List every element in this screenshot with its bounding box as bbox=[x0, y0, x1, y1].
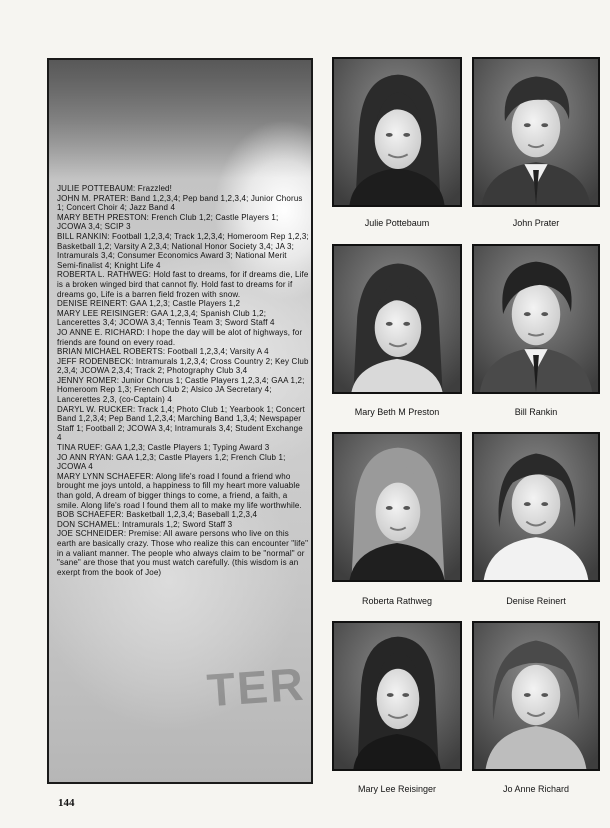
activity-entry: MARY BETH PRESTON: French Club 1,2; Castle Players 1; JCOWA 3,4; SCIP 3 bbox=[57, 212, 279, 232]
activity-entry: JOE SCHNEIDER: Premise: All aware persons who live on this earth are basically crazy. Those who realize this can encounter "life" in a valiant manner. The people who always claim to be "normal" or "sane" are those that you must watch carefully. (this wisdom is an exerpt from the book of Joe) bbox=[57, 529, 309, 577]
portrait-caption: Jo Anne Richard bbox=[502, 784, 570, 794]
portrait-photo bbox=[332, 244, 462, 394]
activity-entry: JOHN M. PRATER: Band 1,2,3,4; Pep band 1,2,3,4; Junior Chorus 1; Concert Choir 4; Jazz Band 4 bbox=[57, 193, 303, 213]
portrait-photo bbox=[472, 432, 600, 582]
activity-entry: BOB SCHAEFER: Basketball 1,2,3,4; Baseball 1,2,3,4 bbox=[57, 510, 258, 520]
activity-entry: TINA RUEF: GAA 1,2,3; Castle Players 1; Typing Award 3 bbox=[57, 443, 270, 453]
portrait-image bbox=[474, 59, 598, 205]
portrait-caption: Julie Pottebaum bbox=[364, 218, 430, 228]
portrait-photo bbox=[332, 57, 462, 207]
background-crowd-photo bbox=[49, 60, 311, 178]
activities-list bbox=[57, 184, 309, 577]
portrait-caption: John Prater bbox=[512, 218, 560, 228]
activity-entry: JEFF RODENBECK: Intramurals 1,2,3,4; Cross Country 2; Key Club 2,3,4; JCOWA 2,3,4; Track 2; Photography Club 3,4 bbox=[57, 356, 309, 376]
activity-entry: ROBERTA L. RATHWEG: Hold fast to dreams, for if dreams die, Life is a broken winged bird that cannot fly. Hold fast to dreams for if dreams go, Life is a barren field frozen with snow. bbox=[57, 270, 309, 299]
activity-entry: DON SCHAMEL: Intramurals 1,2; Sword Staff 3 bbox=[57, 519, 233, 529]
portrait-caption: Denise Reinert bbox=[506, 596, 566, 606]
portrait-photo bbox=[472, 621, 600, 771]
activity-entry: DARYL W. RUCKER: Track 1,4; Photo Club 1; Yearbook 1; Concert Band 1,2,3,4; Pep Band 1,2,3,4; Marching Band 1,3,4; Newspaper Staff 1; Football 2; JCOWA 3,4; Intramurals 3,4; Student Exchange 4 bbox=[57, 404, 305, 443]
portrait-image bbox=[334, 246, 460, 392]
senior-activities-panel bbox=[47, 58, 313, 784]
activity-entry: MARY LYNN SCHAEFER: Along life's road I found a friend who brought me joys untold, a happiness to fill my heart more valuable than gold, A dream of bigger things to come, a friend, a faith, a smile. Along life's road I found them all to make my life worthwhile. bbox=[57, 471, 302, 510]
portrait-image bbox=[334, 434, 460, 580]
portrait-photo bbox=[472, 57, 600, 207]
portrait-image bbox=[474, 434, 598, 580]
page-number: 144 bbox=[58, 797, 75, 809]
portrait-image bbox=[474, 246, 598, 392]
portrait-photo bbox=[332, 432, 462, 582]
activity-entry: JULIE POTTEBAUM: Frazzled! bbox=[57, 184, 173, 193]
activity-entry: BILL RANKIN: Football 1,2,3,4; Track 1,2,3,4; Homeroom Rep 1,2,3; Basketball 1,2; Varsity A 2,3,4; National Honor Society 3,4; JA 3; Intramurals 3,4; Consumer Economics Award 3; National Merit Semi-finalist 4; Knight Life 4 bbox=[57, 231, 309, 270]
activity-entry: BRIAN MICHAEL ROBERTS: Football 1,2,3,4; Varsity A 4 bbox=[57, 347, 269, 357]
background-shirt-lettering: TER bbox=[205, 657, 307, 717]
portrait-image bbox=[334, 59, 460, 205]
portrait-caption: Mary Lee Reisinger bbox=[357, 784, 437, 794]
portrait-photo bbox=[332, 621, 462, 771]
portrait-caption: Roberta Rathweg bbox=[361, 596, 433, 606]
activity-entry: DENISE REINERT: GAA 1,2,3; Castle Players 1,2 bbox=[57, 299, 241, 309]
activity-entry: MARY LEE REISINGER: GAA 1,2,3,4; Spanish Club 1,2; Lancerettes 3,4; JCOWA 3,4; Tennis Team 3; Sword Staff 4 bbox=[57, 308, 275, 328]
portrait-image bbox=[334, 623, 460, 769]
activity-entry: JENNY ROMER: Junior Chorus 1; Castle Players 1,2,3,4; GAA 1,2; Homeroom Rep 1,3; French Club 2; Alsico JA Secretary 4; Lancerettes 2,3, (co-Captain) 4 bbox=[57, 375, 305, 405]
portrait-photo bbox=[472, 244, 600, 394]
portrait-caption: Bill Rankin bbox=[514, 407, 558, 417]
portrait-image bbox=[474, 623, 598, 769]
portrait-caption: Mary Beth M Preston bbox=[354, 407, 440, 417]
activity-entry: JO ANNE E. RICHARD: I hope the day will be alot of highways, for friends are found on every road. bbox=[57, 327, 303, 347]
activity-entry: JO ANN RYAN: GAA 1,2,3; Castle Players 1,2; French Club 1; JCOWA 4 bbox=[57, 452, 286, 472]
